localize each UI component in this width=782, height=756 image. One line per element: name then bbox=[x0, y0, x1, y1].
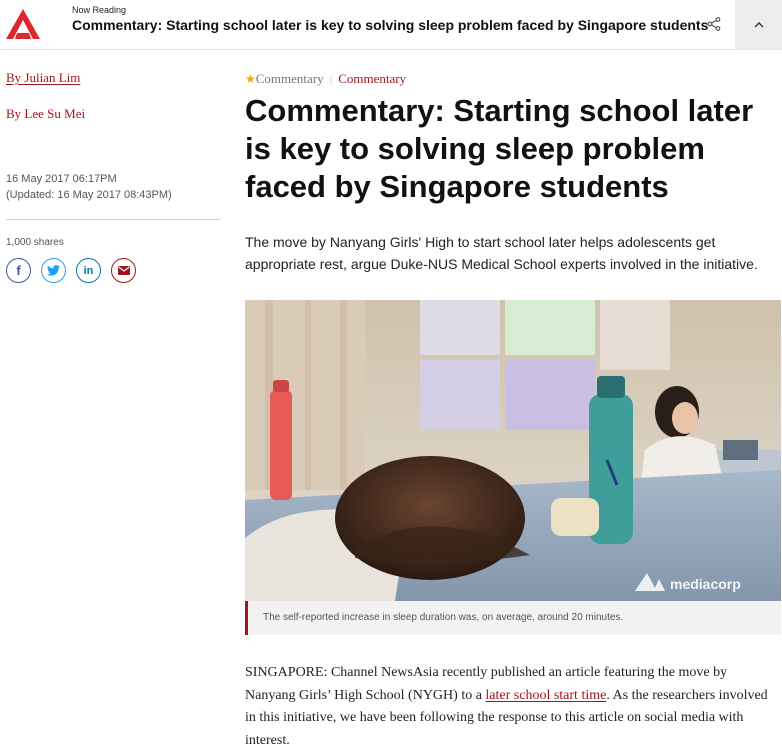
twitter-icon bbox=[47, 265, 60, 276]
star-icon: ★ bbox=[245, 72, 256, 86]
category-link-secondary[interactable]: Commentary bbox=[338, 71, 407, 86]
updated-date: (Updated: 16 May 2017 08:43PM) bbox=[6, 189, 172, 201]
now-reading-title[interactable]: Commentary: Starting school later is key to solving sleep problem faced by Singapore students bbox=[72, 17, 709, 33]
image-watermark: mediacorp bbox=[670, 576, 741, 592]
body-text-part-2: . As the researchers involved in this initiative, we have been following the response to this article on social media with interest. bbox=[245, 687, 768, 748]
chevron-up-icon bbox=[754, 21, 764, 28]
email-share-button[interactable] bbox=[111, 258, 136, 283]
author-lee-su-mei[interactable]: By Lee Su Mei bbox=[6, 106, 86, 121]
facebook-icon: f bbox=[16, 263, 21, 278]
share-count: 1,000 shares bbox=[6, 237, 64, 248]
author-link-julian-lim[interactable]: By Julian Lim bbox=[6, 70, 81, 85]
linkedin-share-button[interactable] bbox=[76, 258, 101, 283]
email-icon bbox=[118, 266, 130, 275]
linkedin-icon: in bbox=[83, 264, 94, 277]
publish-dates bbox=[6, 171, 172, 203]
share-icon bbox=[707, 17, 721, 31]
twitter-share-button[interactable] bbox=[41, 258, 66, 283]
article-body-paragraph bbox=[245, 662, 781, 752]
facebook-share-button[interactable] bbox=[6, 258, 31, 283]
category-separator: | bbox=[329, 71, 333, 86]
published-date: 16 May 2017 06:17PM bbox=[6, 173, 117, 185]
category-link-primary[interactable]: Commentary bbox=[255, 71, 324, 86]
now-reading-label: Now Reading bbox=[72, 5, 127, 15]
share-button[interactable] bbox=[696, 9, 732, 39]
image-caption: The self-reported increase in sleep duration was, on average, around 20 minutes. bbox=[245, 601, 781, 635]
collapse-button[interactable] bbox=[735, 0, 782, 49]
hero-image bbox=[245, 300, 781, 601]
later-school-start-link[interactable]: later school start time bbox=[485, 687, 607, 703]
article-standfirst: The move by Nanyang Girls' High to start school later helps adolescents get appropriate rest, argue Duke-NUS Medical School experts involved in the initiative. bbox=[245, 234, 758, 272]
sidebar-divider bbox=[6, 219, 221, 220]
cna-logo-icon[interactable] bbox=[6, 9, 40, 39]
category-row bbox=[245, 71, 406, 87]
article-headline: Commentary: Starting school later is key to solving sleep problem faced by Singapore students bbox=[245, 93, 754, 204]
body-text-part-1: SINGAPORE: Channel NewsAsia recently published an article featuring the move by Nanyang Girls’ High School (NYGH) to a bbox=[245, 665, 728, 703]
top-bar bbox=[0, 0, 782, 50]
